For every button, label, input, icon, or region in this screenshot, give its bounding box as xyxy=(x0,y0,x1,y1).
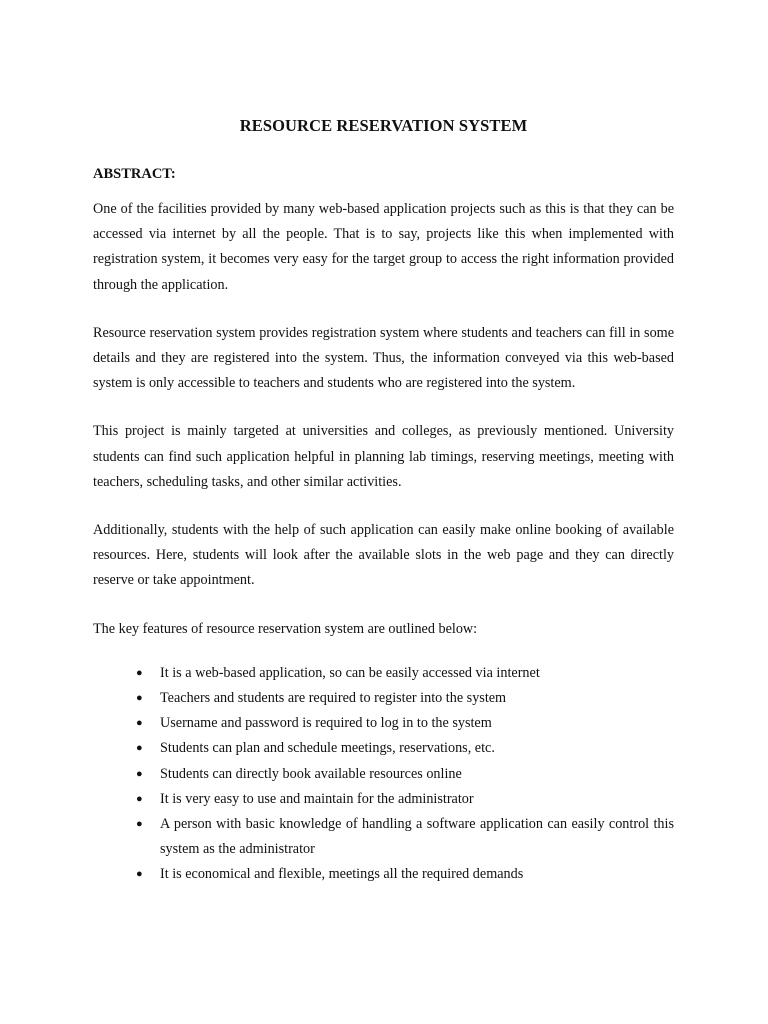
feature-text: Username and password is required to log in to the system xyxy=(160,715,492,732)
bullet-icon: ● xyxy=(136,692,143,705)
feature-item xyxy=(136,812,674,862)
feature-item xyxy=(136,762,674,787)
feature-text: It is very easy to use and maintain for the administrator xyxy=(160,790,474,807)
feature-text: It is a web-based application, so can be easily accessed via internet xyxy=(160,664,540,681)
bullet-icon: ● xyxy=(136,818,143,831)
abstract-paragraph-3: This project is mainly targeted at universities and colleges, as previously mentioned. University students can find such application helpful in planning lab timings, reserving meetings, meeting with teachers, scheduling tasks, and other similar activities. xyxy=(93,423,674,490)
feature-item xyxy=(136,686,674,711)
feature-text: Teachers and students are required to register into the system xyxy=(160,690,507,707)
bullet-icon: ● xyxy=(136,767,143,780)
feature-item xyxy=(136,862,674,887)
feature-item xyxy=(136,661,674,686)
features-list xyxy=(93,661,674,888)
bullet-icon: ● xyxy=(136,717,143,730)
document-page xyxy=(93,114,674,888)
document-title: RESOURCE RESERVATION SYSTEM xyxy=(239,116,528,135)
abstract-heading: ABSTRACT: xyxy=(93,166,176,182)
bullet-icon: ● xyxy=(136,868,143,881)
bullet-icon: ● xyxy=(136,666,143,679)
feature-item xyxy=(136,787,674,812)
feature-item xyxy=(136,736,674,761)
bullet-icon: ● xyxy=(136,742,143,755)
abstract-paragraph-4: Additionally, students with the help of such application can easily make online booking of available resources. Here, students will look after the available slots in the web page and they can directly reserve or take appointment. xyxy=(93,522,674,589)
features-intro: The key features of resource reservation system are outlined below: xyxy=(93,620,478,637)
bullet-icon: ● xyxy=(136,792,143,805)
abstract-paragraph-2: Resource reservation system provides registration system where students and teachers can fill in some details and they are registered into the system. Thus, the information conveyed via this web-based system is only accessible to teachers and students who are registered into the system. xyxy=(93,324,674,392)
feature-text: Students can directly book available resources online xyxy=(160,765,462,782)
feature-text: Students can plan and schedule meetings, reservations, etc. xyxy=(160,740,495,757)
abstract-paragraph-1: One of the facilities provided by many web-based application projects such as this is that they can be accessed via internet by all the people. That is to say, projects like this when implemented with registration system, it becomes very easy for the target group to access the right information provided through the application. xyxy=(93,201,674,293)
feature-text: A person with basic knowledge of handling a software application can easily control this system as the administrator xyxy=(160,816,674,858)
feature-text: It is economical and flexible, meetings all the required demands xyxy=(160,866,524,883)
feature-item xyxy=(136,711,674,736)
